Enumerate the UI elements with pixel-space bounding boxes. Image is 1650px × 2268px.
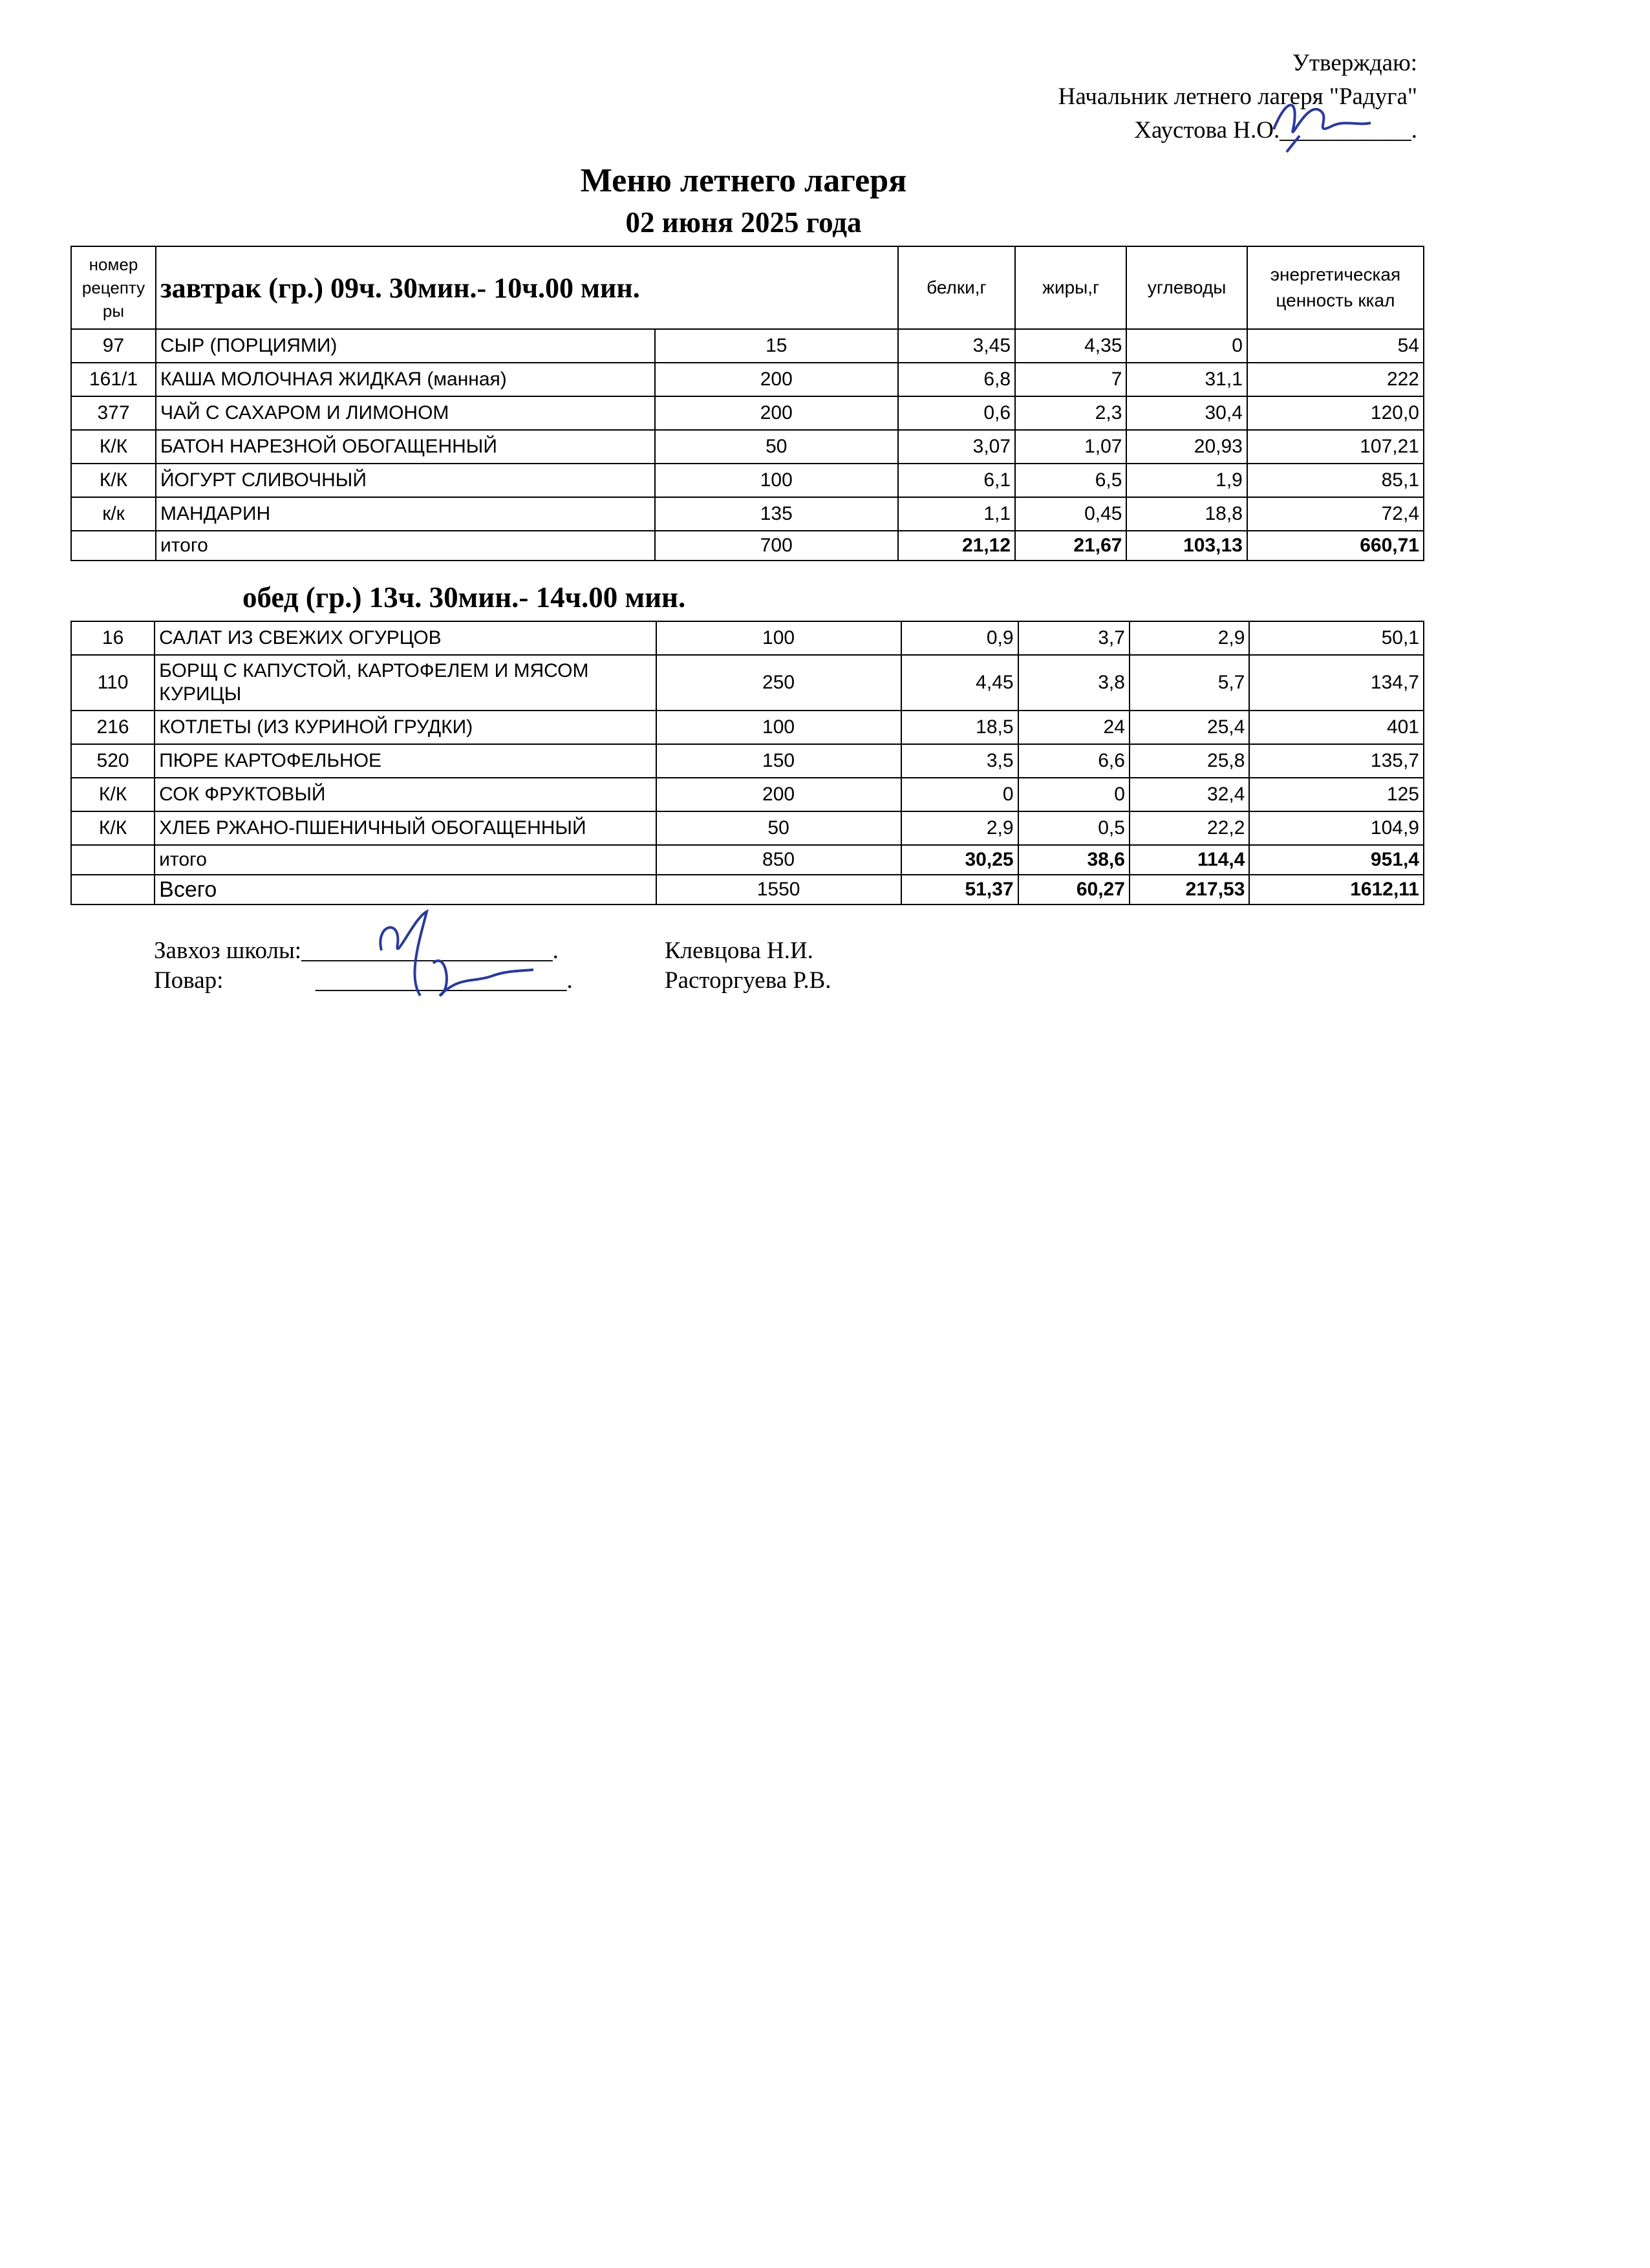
total-carb: 103,13 [1126, 531, 1247, 561]
cook-name: Расторгуева Р.В. [665, 967, 831, 994]
signature-names [665, 936, 831, 996]
header-num: номер рецепту ры [71, 246, 156, 329]
row-protein: 0 [901, 778, 1018, 811]
row-name: КАША МОЛОЧНАЯ ЖИДКАЯ (манная) [156, 363, 655, 396]
row-protein: 4,45 [901, 655, 1018, 711]
row-num: К/К [71, 430, 156, 464]
row-weight: 100 [656, 621, 901, 655]
grand-total-energy: 1612,11 [1249, 875, 1424, 904]
row-energy: 85,1 [1247, 464, 1424, 497]
table-row [71, 464, 1424, 497]
breakfast-title: завтрак (гр.) 09ч. 30мин.- 10ч.00 мин. [156, 246, 898, 329]
row-fat: 6,5 [1015, 464, 1126, 497]
row-energy: 134,7 [1249, 655, 1424, 711]
row-weight: 135 [655, 497, 898, 531]
row-carb: 0 [1126, 329, 1247, 363]
row-carb: 1,9 [1126, 464, 1247, 497]
row-carb: 25,8 [1130, 744, 1250, 778]
row-num-empty [71, 531, 156, 561]
grand-total-weight: 1550 [656, 875, 901, 904]
row-carb: 2,9 [1130, 621, 1250, 655]
row-weight: 50 [656, 811, 901, 845]
page-date: 02 июня 2025 года [625, 206, 862, 239]
row-protein: 18,5 [901, 711, 1018, 744]
total-weight: 700 [655, 531, 898, 561]
row-fat: 7 [1015, 363, 1126, 396]
row-fat: 0,5 [1018, 811, 1130, 845]
row-carb: 25,4 [1130, 711, 1250, 744]
approval-name: Хаустова Н.О.___________. [1134, 117, 1417, 144]
row-name: ЧАЙ С САХАРОМ И ЛИМОНОМ [156, 396, 655, 430]
row-protein: 3,45 [898, 329, 1015, 363]
row-name: БАТОН НАРЕЗНОЙ ОБОГАЩЕННЫЙ [156, 430, 655, 464]
row-carb: 22,2 [1130, 811, 1250, 845]
table-row [71, 430, 1424, 464]
row-weight: 250 [656, 655, 901, 711]
row-fat: 3,7 [1018, 621, 1130, 655]
breakfast-table [70, 246, 1424, 561]
row-fat: 2,3 [1015, 396, 1126, 430]
row-num: 16 [71, 621, 155, 655]
header-fat: жиры,г [1015, 246, 1126, 329]
total-energy: 660,71 [1247, 531, 1424, 561]
lunch-table [70, 621, 1424, 905]
row-protein: 1,1 [898, 497, 1015, 531]
grand-total-row [71, 875, 1424, 904]
row-name: ПЮРЕ КАРТОФЕЛЬНОЕ [155, 744, 656, 778]
row-fat: 1,07 [1015, 430, 1126, 464]
table-row [71, 711, 1424, 744]
row-num-empty [71, 875, 155, 904]
row-weight: 50 [655, 430, 898, 464]
approval-heading: Утверждаю: [1292, 50, 1417, 76]
row-num: 520 [71, 744, 155, 778]
table-row [71, 744, 1424, 778]
row-protein: 6,1 [898, 464, 1015, 497]
row-fat: 0,45 [1015, 497, 1126, 531]
storekeeper-blank: _____________________. [301, 937, 559, 964]
row-protein: 6,8 [898, 363, 1015, 396]
header-energy: энергетическая ценность ккал [1247, 246, 1424, 329]
row-fat: 4,35 [1015, 329, 1126, 363]
row-num: 216 [71, 711, 155, 744]
row-weight: 200 [655, 396, 898, 430]
table-row [71, 497, 1424, 531]
row-weight: 200 [655, 363, 898, 396]
row-name: СЫР (ПОРЦИЯМИ) [156, 329, 655, 363]
row-carb: 20,93 [1126, 430, 1247, 464]
row-weight: 100 [655, 464, 898, 497]
total-protein: 30,25 [901, 845, 1018, 875]
row-energy: 54 [1247, 329, 1424, 363]
total-fat: 21,67 [1015, 531, 1126, 561]
row-protein: 2,9 [901, 811, 1018, 845]
breakfast-total-row [71, 531, 1424, 561]
total-label: итого [156, 531, 655, 561]
row-fat: 0 [1018, 778, 1130, 811]
row-carb: 30,4 [1126, 396, 1247, 430]
cook-blank: _____________________. [316, 967, 573, 994]
total-carb: 114,4 [1130, 845, 1250, 875]
grand-total-fat: 60,27 [1018, 875, 1130, 904]
row-protein: 3,5 [901, 744, 1018, 778]
row-num: 377 [71, 396, 156, 430]
header-carb: углеводы [1126, 246, 1247, 329]
row-fat: 6,6 [1018, 744, 1130, 778]
row-protein: 0,9 [901, 621, 1018, 655]
storekeeper-label: Завхоз школы: [154, 937, 302, 964]
row-num: К/К [71, 464, 156, 497]
table-row [71, 329, 1424, 363]
table-row [71, 363, 1424, 396]
row-carb: 5,7 [1130, 655, 1250, 711]
row-fat: 24 [1018, 711, 1130, 744]
grand-total-carb: 217,53 [1130, 875, 1250, 904]
row-energy: 135,7 [1249, 744, 1424, 778]
row-weight: 100 [656, 711, 901, 744]
row-weight: 150 [656, 744, 901, 778]
row-num: к/к [71, 497, 156, 531]
row-num: К/К [71, 811, 155, 845]
total-weight: 850 [656, 845, 901, 875]
row-num: К/К [71, 778, 155, 811]
row-energy: 222 [1247, 363, 1424, 396]
table-header [71, 246, 1424, 329]
row-num: 161/1 [71, 363, 156, 396]
row-protein: 3,07 [898, 430, 1015, 464]
row-num: 110 [71, 655, 155, 711]
storekeeper-name: Клевцова Н.И. [665, 937, 813, 964]
table-row [71, 778, 1424, 811]
total-label: итого [155, 845, 656, 875]
row-name: КОТЛЕТЫ (ИЗ КУРИНОЙ ГРУДКИ) [155, 711, 656, 744]
row-name: САЛАТ ИЗ СВЕЖИХ ОГУРЦОВ [155, 621, 656, 655]
row-energy: 50,1 [1249, 621, 1424, 655]
approval-signature-icon [1261, 91, 1390, 155]
row-energy: 125 [1249, 778, 1424, 811]
table-row [71, 621, 1424, 655]
total-protein: 21,12 [898, 531, 1015, 561]
header-protein: белки,г [898, 246, 1015, 329]
row-carb: 31,1 [1126, 363, 1247, 396]
approval-position: Начальник летнего лагеря "Радуга" [1058, 83, 1417, 110]
row-carb: 32,4 [1130, 778, 1250, 811]
row-energy: 72,4 [1247, 497, 1424, 531]
row-fat: 3,8 [1018, 655, 1130, 711]
row-energy: 104,9 [1249, 811, 1424, 845]
row-name: СОК ФРУКТОВЫЙ [155, 778, 656, 811]
row-energy: 401 [1249, 711, 1424, 744]
grand-total-protein: 51,37 [901, 875, 1018, 904]
row-name: ХЛЕБ РЖАНО-ПШЕНИЧНЫЙ ОБОГАЩЕННЫЙ [155, 811, 656, 845]
total-fat: 38,6 [1018, 845, 1130, 875]
row-weight: 200 [656, 778, 901, 811]
lunch-title: обед (гр.) 13ч. 30мин.- 14ч.00 мин. [242, 581, 686, 614]
signature-icon [362, 899, 543, 1009]
row-energy: 120,0 [1247, 396, 1424, 430]
row-num-empty [71, 845, 155, 875]
table-row [71, 396, 1424, 430]
total-energy: 951,4 [1249, 845, 1424, 875]
table-row [71, 655, 1424, 711]
table-row [71, 811, 1424, 845]
grand-total-label: Всего [155, 875, 656, 904]
row-protein: 0,6 [898, 396, 1015, 430]
row-name: ЙОГУРТ СЛИВОЧНЫЙ [156, 464, 655, 497]
row-energy: 107,21 [1247, 430, 1424, 464]
page-title: Меню летнего лагеря [580, 162, 907, 199]
row-num: 97 [71, 329, 156, 363]
row-carb: 18,8 [1126, 497, 1247, 531]
lunch-total-row [71, 845, 1424, 875]
row-name: БОРЩ С КАПУСТОЙ, КАРТОФЕЛЕМ И МЯСОМ КУРИЦЫ [155, 655, 656, 711]
row-weight: 15 [655, 329, 898, 363]
cook-label: Повар: [154, 967, 224, 994]
row-name: МАНДАРИН [156, 497, 655, 531]
